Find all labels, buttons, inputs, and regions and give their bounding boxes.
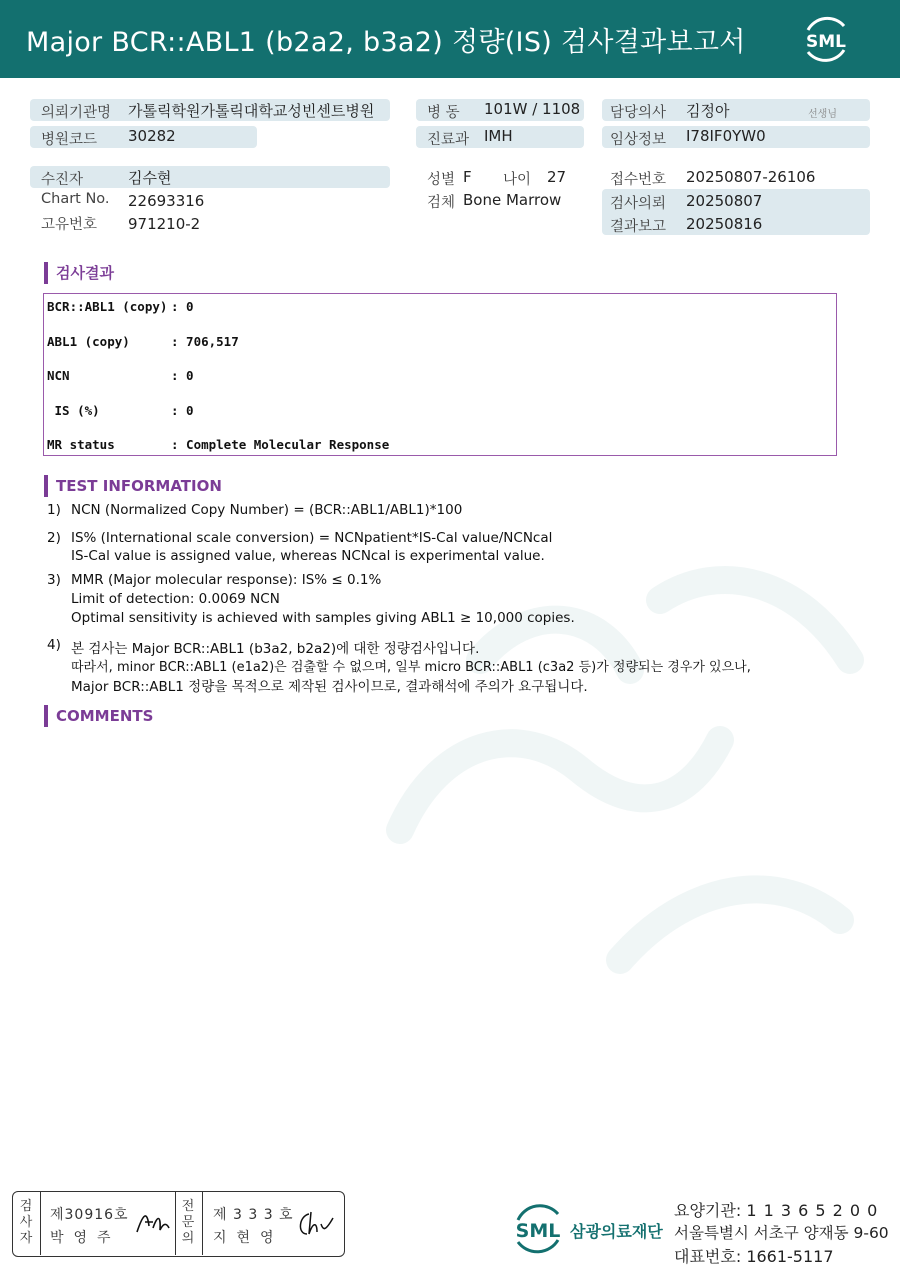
test-info-number: 4) bbox=[47, 637, 61, 653]
result-label: IS (%) bbox=[47, 403, 100, 418]
clinical-value: I78IF0YW0 bbox=[686, 127, 766, 145]
unique-label: 고유번호 bbox=[41, 217, 98, 233]
result-label: NCN bbox=[47, 368, 70, 383]
test-info-section-title: TEST INFORMATION bbox=[44, 475, 222, 497]
specialist-vertical-label: 전문의 bbox=[181, 1199, 195, 1246]
result-row bbox=[47, 403, 194, 418]
institution-label: 의뢰기관명 bbox=[41, 105, 112, 121]
footer-address: 서울특별시 서초구 양재동 9-60 bbox=[674, 1224, 889, 1242]
test-info-line: NCN (Normalized Copy Number) = (BCR::ABL1/ABL1)*100 bbox=[71, 502, 463, 518]
tester-vertical-label: 검사자 bbox=[19, 1199, 33, 1246]
specialist-signature-icon bbox=[293, 1208, 337, 1240]
result-value: : 0 bbox=[171, 299, 194, 314]
footer-org-name: 삼광의료재단 bbox=[570, 1222, 663, 1241]
test-info-line: Limit of detection: 0.0069 NCN bbox=[71, 591, 280, 607]
result-value: : 706,517 bbox=[171, 334, 239, 349]
request-value: 20250807 bbox=[686, 192, 763, 210]
specimen-value: Bone Marrow bbox=[463, 191, 562, 209]
age-value: 27 bbox=[547, 168, 567, 186]
footer-phone-value: 1661-5117 bbox=[746, 1247, 834, 1266]
sex-label: 성별 bbox=[427, 172, 456, 188]
institution-value: 가톨릭학원가톨릭대학교성빈센트병원 bbox=[128, 102, 375, 120]
age-label: 나이 bbox=[503, 172, 532, 188]
footer-logo-text: SML bbox=[515, 1220, 561, 1242]
header-logo-text: SML bbox=[806, 32, 846, 52]
comments-section-title: COMMENTS bbox=[44, 705, 153, 727]
chart-value: 22693316 bbox=[128, 192, 205, 210]
result-row bbox=[47, 334, 239, 349]
patient-label: 수진자 bbox=[41, 172, 84, 188]
department-value: IMH bbox=[484, 127, 513, 145]
tester-name: 박영주 bbox=[50, 1230, 121, 1246]
receipt-value: 20250807-26106 bbox=[686, 168, 816, 186]
specimen-label: 검체 bbox=[427, 195, 456, 211]
clinical-label: 임상정보 bbox=[610, 132, 667, 148]
chart-label: Chart No. bbox=[41, 191, 110, 207]
specialist-license: 제 3 3 3 호 bbox=[213, 1207, 294, 1223]
ward-label: 병 동 bbox=[427, 105, 460, 121]
test-info-line: MMR (Major molecular response): IS% ≤ 0.1% bbox=[71, 572, 382, 588]
test-info-line: IS-Cal value is assigned value, whereas NCNcal is experimental value. bbox=[71, 548, 545, 564]
test-info-line: 본 검사는 Major BCR::ABL1 (b3a2, b2a2)에 대한 정량검사입니다. bbox=[71, 641, 480, 657]
sex-value: F bbox=[463, 168, 472, 186]
result-label: MR status bbox=[47, 437, 115, 452]
doctor-suffix: 선생님 bbox=[808, 109, 837, 120]
signature-divider bbox=[202, 1192, 203, 1255]
test-info-number: 1) bbox=[47, 502, 61, 518]
signature-box bbox=[12, 1191, 345, 1257]
department-label: 진료과 bbox=[427, 132, 470, 148]
watermark-icon bbox=[360, 540, 890, 990]
report-label: 결과보고 bbox=[610, 219, 667, 235]
request-label: 검사의뢰 bbox=[610, 196, 667, 212]
hospital-code-value: 30282 bbox=[128, 127, 176, 145]
tester-license: 제30916호 bbox=[50, 1207, 129, 1223]
report-header bbox=[0, 0, 900, 78]
result-value: : 0 bbox=[171, 403, 194, 418]
result-row bbox=[47, 437, 389, 452]
doctor-value: 김정아 bbox=[686, 102, 730, 120]
band-patient bbox=[30, 166, 390, 188]
result-value: : Complete Molecular Response bbox=[171, 437, 390, 452]
result-label: BCR::ABL1 (copy) bbox=[47, 299, 168, 314]
specialist-name: 지현영 bbox=[213, 1230, 284, 1246]
patient-value: 김수현 bbox=[128, 169, 172, 187]
receipt-label: 접수번호 bbox=[610, 172, 667, 188]
ward-value: 101W / 1108 bbox=[484, 100, 581, 118]
footer-code-label: 요양기관: bbox=[674, 1201, 742, 1220]
test-info-line: IS% (International scale conversion) = NCNpatient*IS-Cal value/NCNcal bbox=[71, 530, 553, 546]
footer-code bbox=[674, 1198, 878, 1221]
results-box bbox=[43, 293, 837, 456]
result-row bbox=[47, 368, 194, 383]
test-info-line: 따라서, minor BCR::ABL1 (e1a2)은 검출할 수 없으며, 일부 micro BCR::ABL1 (c3a2 등)가 정량되는 경우가 있으나, bbox=[71, 660, 751, 675]
test-info-number: 3) bbox=[47, 572, 61, 588]
sml-logo-icon bbox=[796, 12, 856, 66]
result-row bbox=[47, 299, 194, 314]
result-label: ABL1 (copy) bbox=[47, 334, 130, 349]
test-info-line: Major BCR::ABL1 정량을 목적으로 제작된 검사이므로, 결과해석에 주의가 요구됩니다. bbox=[71, 679, 588, 695]
sml-footer-logo-icon bbox=[508, 1200, 568, 1256]
test-info-number: 2) bbox=[47, 530, 61, 546]
report-title: Major BCR::ABL1 (b2a2, b3a2) 정량(IS) 검사결과보고서 bbox=[26, 27, 746, 58]
doctor-label: 담당의사 bbox=[610, 105, 667, 121]
results-section-title: 검사결과 bbox=[44, 262, 114, 284]
tester-signature-icon bbox=[133, 1206, 173, 1238]
hospital-code-label: 병원코드 bbox=[41, 132, 98, 148]
footer-phone-label: 대표번호: bbox=[674, 1247, 742, 1266]
signature-divider bbox=[40, 1192, 41, 1255]
report-value: 20250816 bbox=[686, 215, 763, 233]
unique-value: 971210-2 bbox=[128, 215, 201, 233]
result-value: : 0 bbox=[171, 368, 194, 383]
footer-phone bbox=[674, 1244, 834, 1267]
test-info-line: Optimal sensitivity is achieved with samples giving ABL1 ≥ 10,000 copies. bbox=[71, 610, 575, 626]
footer-code-value: 1 1 3 6 5 2 0 0 bbox=[746, 1201, 879, 1220]
signature-divider bbox=[175, 1192, 176, 1255]
